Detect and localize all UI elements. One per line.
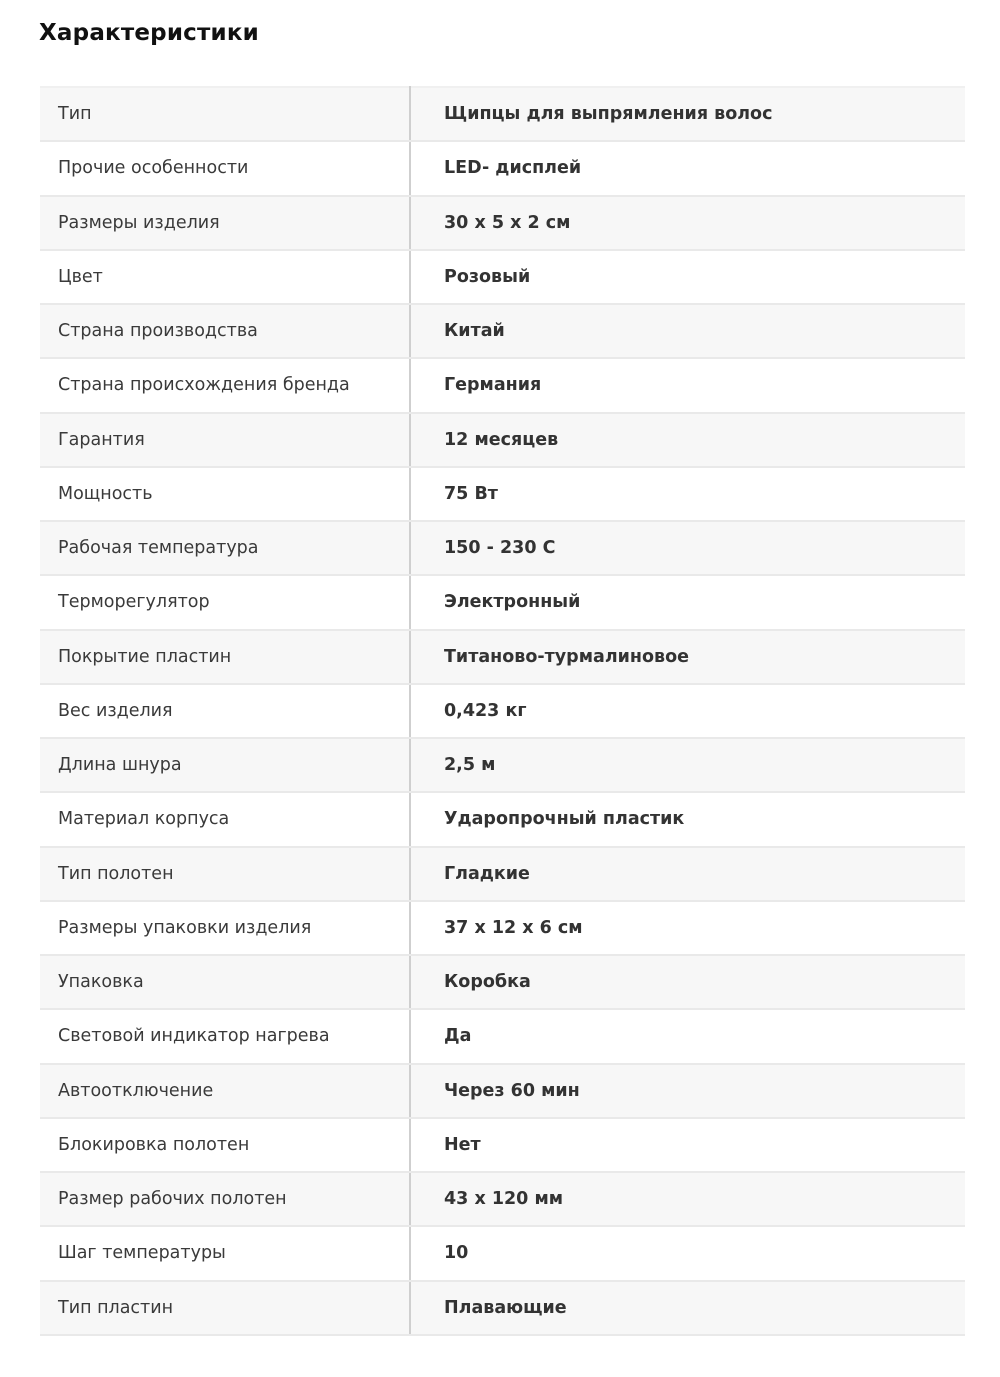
spec-name: Размер рабочих полотен	[40, 1172, 410, 1226]
spec-name: Страна производства	[40, 304, 410, 358]
specs-table	[40, 86, 965, 1336]
table-row	[40, 630, 965, 684]
spec-value: Титаново-турмалиновое	[410, 630, 965, 684]
spec-name: Цвет	[40, 250, 410, 304]
table-row	[40, 792, 965, 846]
table-row	[40, 1226, 965, 1280]
spec-name: Гарантия	[40, 413, 410, 467]
spec-value: 30 х 5 х 2 см	[410, 196, 965, 250]
spec-name: Прочие особенности	[40, 141, 410, 195]
specs-table-body	[40, 87, 965, 1335]
table-row	[40, 358, 965, 412]
table-row	[40, 1118, 965, 1172]
table-row	[40, 847, 965, 901]
spec-name: Длина шнура	[40, 738, 410, 792]
spec-value: 37 х 12 х 6 см	[410, 901, 965, 955]
table-row	[40, 141, 965, 195]
table-row	[40, 1009, 965, 1063]
table-row	[40, 467, 965, 521]
spec-name: Размеры изделия	[40, 196, 410, 250]
table-row	[40, 304, 965, 358]
spec-name: Световой индикатор нагрева	[40, 1009, 410, 1063]
table-row	[40, 521, 965, 575]
spec-name: Терморегулятор	[40, 575, 410, 629]
spec-value: Плавающие	[410, 1281, 965, 1335]
spec-name: Страна происхождения бренда	[40, 358, 410, 412]
table-row	[40, 684, 965, 738]
table-row	[40, 87, 965, 141]
spec-value: 12 месяцев	[410, 413, 965, 467]
spec-value: 0,423 кг	[410, 684, 965, 738]
spec-name: Вес изделия	[40, 684, 410, 738]
spec-value: 43 х 120 мм	[410, 1172, 965, 1226]
spec-name: Материал корпуса	[40, 792, 410, 846]
spec-name: Тип полотен	[40, 847, 410, 901]
table-row	[40, 575, 965, 629]
spec-name: Блокировка полотен	[40, 1118, 410, 1172]
spec-name: Рабочая температура	[40, 521, 410, 575]
spec-value: 150 - 230 С	[410, 521, 965, 575]
spec-name: Размеры упаковки изделия	[40, 901, 410, 955]
spec-value: Через 60 мин	[410, 1064, 965, 1118]
spec-value: Электронный	[410, 575, 965, 629]
table-row	[40, 901, 965, 955]
spec-value: Нет	[410, 1118, 965, 1172]
spec-value: 10	[410, 1226, 965, 1280]
page-title: Характеристики	[39, 20, 259, 46]
spec-name: Автоотключение	[40, 1064, 410, 1118]
spec-name: Шаг температуры	[40, 1226, 410, 1280]
spec-value: 2,5 м	[410, 738, 965, 792]
spec-value: Ударопрочный пластик	[410, 792, 965, 846]
table-row	[40, 738, 965, 792]
spec-value: Германия	[410, 358, 965, 412]
spec-value: Щипцы для выпрямления волос	[410, 87, 965, 141]
spec-value: Да	[410, 1009, 965, 1063]
table-row	[40, 413, 965, 467]
spec-value: Розовый	[410, 250, 965, 304]
table-row	[40, 250, 965, 304]
spec-value: 75 Вт	[410, 467, 965, 521]
spec-name: Тип пластин	[40, 1281, 410, 1335]
spec-value: Коробка	[410, 955, 965, 1009]
spec-value: LED- дисплей	[410, 141, 965, 195]
table-row	[40, 1172, 965, 1226]
spec-value: Гладкие	[410, 847, 965, 901]
table-row	[40, 955, 965, 1009]
spec-name: Упаковка	[40, 955, 410, 1009]
table-row	[40, 196, 965, 250]
spec-name: Покрытие пластин	[40, 630, 410, 684]
spec-name: Мощность	[40, 467, 410, 521]
table-row	[40, 1064, 965, 1118]
table-row	[40, 1281, 965, 1335]
spec-value: Китай	[410, 304, 965, 358]
spec-name: Тип	[40, 87, 410, 141]
